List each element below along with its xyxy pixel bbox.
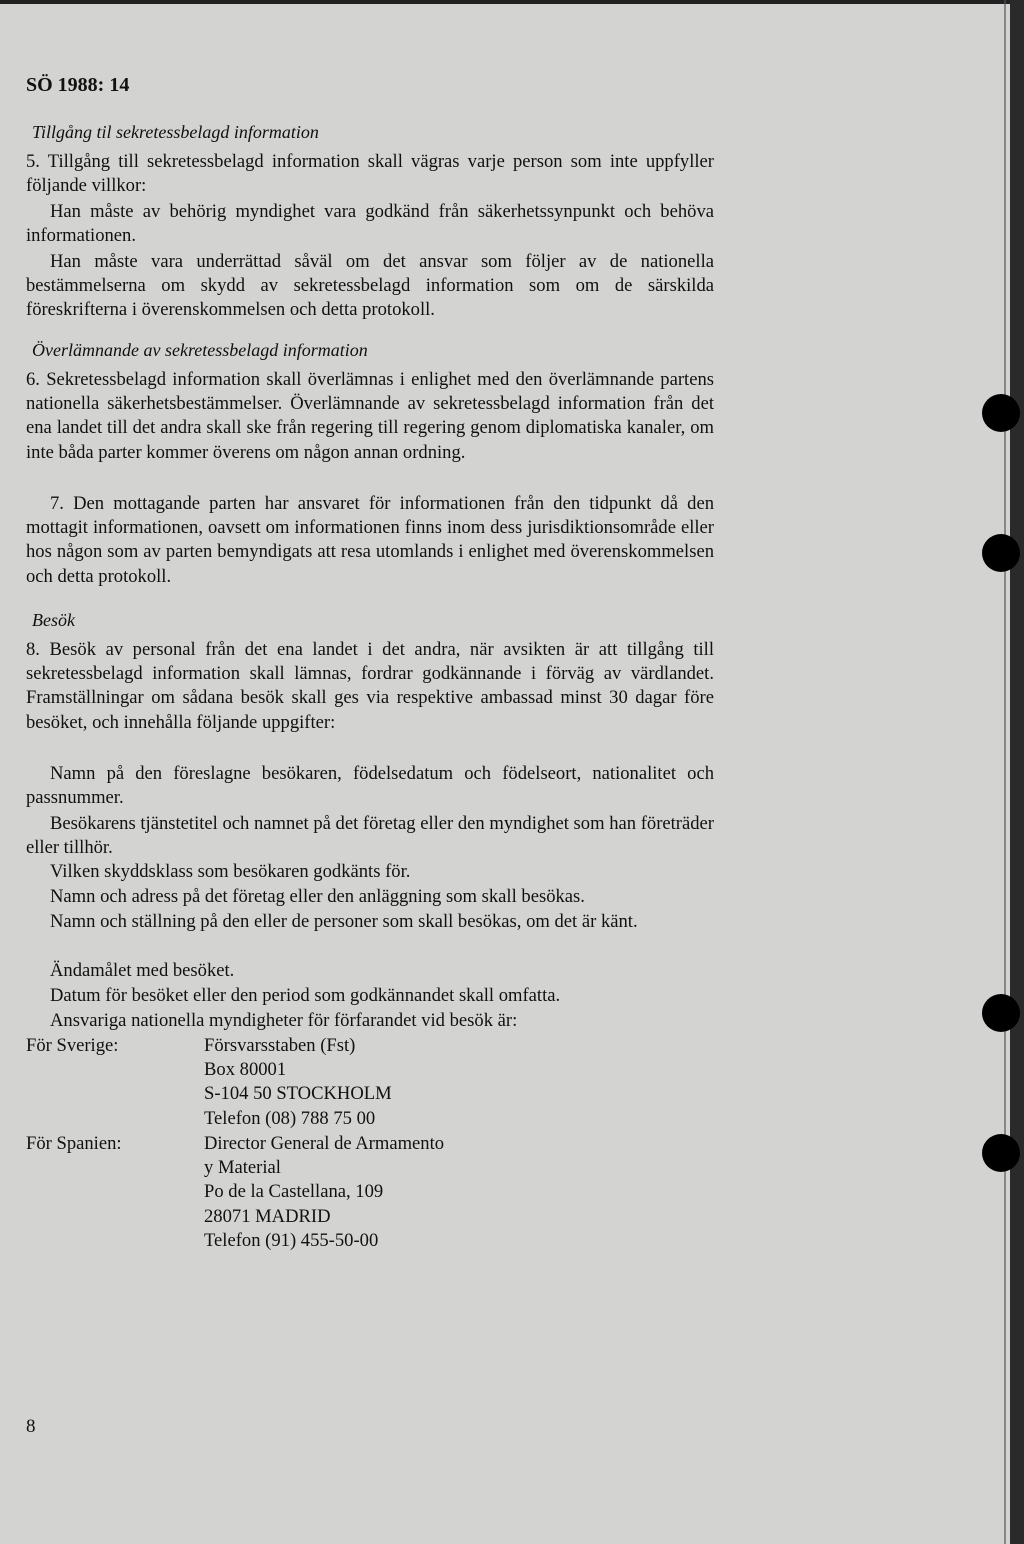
paragraph-8-item-authorities: Ansvariga nationella myndigheter för förfarandet vid besök är: <box>50 1010 518 1031</box>
paragraph-5-condition-1: Han måste av behörig myndighet vara godkänd från säkerhetssynpunkt och behöva informationen. <box>26 201 714 247</box>
address-line: Telefon (91) 455-50-00 <box>204 1229 379 1251</box>
paragraph-8-item-clearance: Vilken skyddsklass som besökaren godkänts för. <box>50 861 411 882</box>
punch-hole <box>982 534 1020 572</box>
address-block-sweden <box>204 1034 392 1131</box>
paragraph-6: 6. Sekretessbelagd information skall överlämnas i enlighet med den överlämnande partens nationella säkerhetsbestämmelser. Överlämnande av sekretessbelagd information från det ena landet till det andra skall ske från regering till regering genom diplomatiska kanaler, om inte båda parter kommer överens om någon annan ordning. <box>26 369 714 463</box>
paragraph-8-item-purpose: Ändamålet med besöket. <box>50 960 235 981</box>
address-line: 28071 MADRID <box>204 1205 331 1227</box>
paragraph-8-item-date: Datum för besöket eller den period som godkännandet skall omfatta. <box>50 985 561 1006</box>
address-line: Box 80001 <box>204 1059 287 1081</box>
address-line: y Material <box>204 1157 281 1179</box>
address-line: Po de la Castellana, 109 <box>204 1181 384 1203</box>
section-heading-visits: Besök <box>32 610 75 630</box>
address-label-sweden: För Sverige: <box>26 1035 119 1056</box>
paragraph-8-item-name: Namn på den föreslagne besökaren, födelsedatum och födelseort, nationalitet och passnummer. <box>26 763 714 809</box>
punch-hole <box>982 1134 1020 1172</box>
section-heading-transfer: Överlämnande av sekretessbelagd information <box>32 340 368 360</box>
page-number: 8 <box>26 1416 36 1437</box>
paragraph-8-item-address: Namn och adress på det företag eller den anläggning som skall besökas. <box>50 886 585 907</box>
punch-hole <box>982 994 1020 1032</box>
paragraph-5-condition-2: Han måste vara underrättad såväl om det ansvar som följer av de nationella bestämmelserna om skydd av sekretessbelagd information som om de särskilda föreskrifterna i överenskommelsen och detta protokoll. <box>26 251 714 321</box>
address-line: Director General de Armamento <box>204 1133 445 1154</box>
paragraph-5: 5. Tillgång till sekretessbelagd information skall vägras varje person som inte uppfyller följande villkor: <box>26 151 714 197</box>
address-line: Telefon (08) 788 75 00 <box>204 1107 376 1129</box>
punch-hole <box>982 394 1020 432</box>
page-edge <box>1010 0 1024 1544</box>
address-block-spain <box>204 1132 444 1253</box>
paragraph-7: 7. Den mottagande parten har ansvaret för informationen från den tidpunkt då den mottagit informationen, oavsett om informationen finns inom dess jurisdiktionsområde eller hos någon som av parten bemyndigats att resa utomlands i enlighet med överenskommelsen och detta protokoll. <box>26 493 714 587</box>
page-edge-line <box>1004 0 1006 1544</box>
address-label-spain: För Spanien: <box>26 1133 122 1154</box>
document-id: SÖ 1988: 14 <box>26 74 130 96</box>
paragraph-8-item-title: Besökarens tjänstetitel och namnet på det företag eller den myndighet som han företräder eller tillhör. <box>26 813 714 859</box>
section-heading-access: Tillgång til sekretessbelagd information <box>32 122 319 142</box>
address-line: Försvarsstaben (Fst) <box>204 1035 356 1056</box>
paragraph-8: 8. Besök av personal från det ena landet i det andra, när avsikten är att tillgång till sekretessbelagd information skall lämnas, fordrar godkännande i förväg av värdlandet. Framställningar om sådana besök skall ges via respektive ambassad minst 30 dagar före besöket, och innehålla följande uppgifter: <box>26 639 714 733</box>
paragraph-8-item-persons: Namn och ställning på den eller de personer som skall besökas, om det är känt. <box>50 911 638 932</box>
address-line: S-104 50 STOCKHOLM <box>204 1083 392 1105</box>
top-rule <box>0 0 1010 4</box>
